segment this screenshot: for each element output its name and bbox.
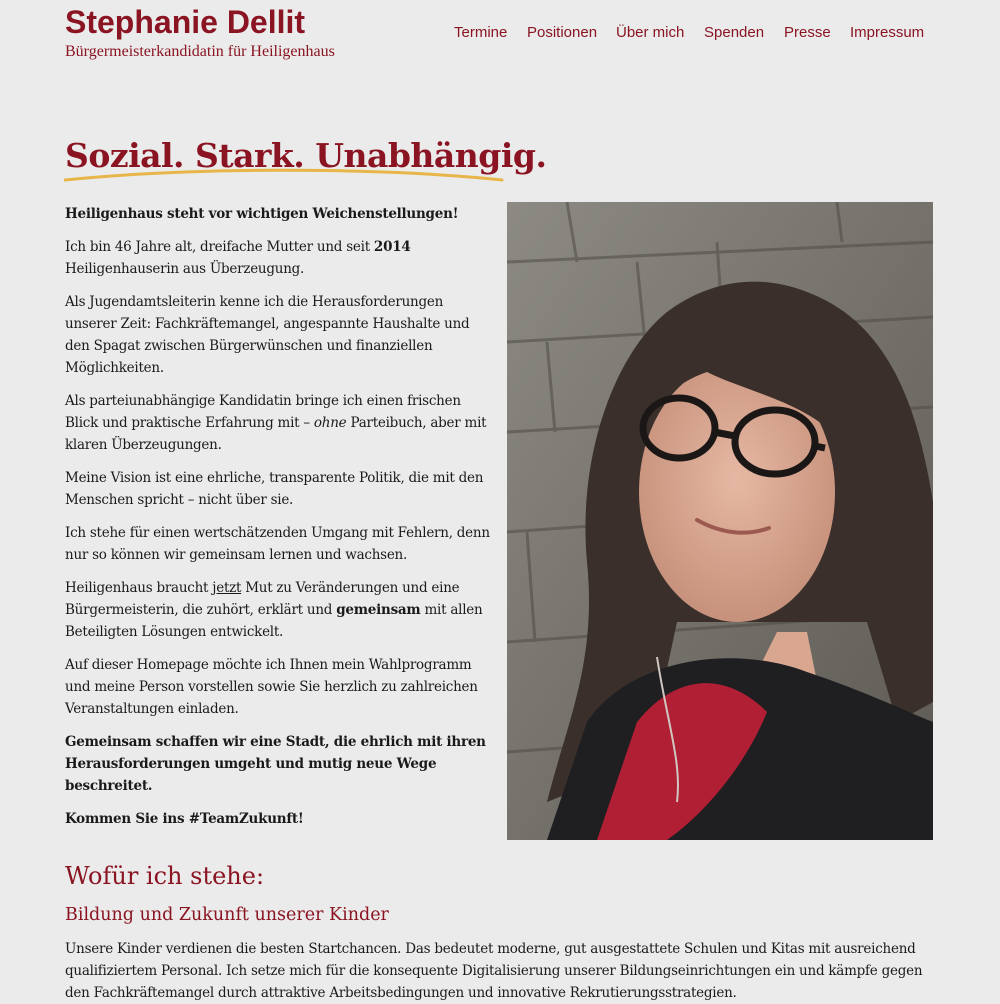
bold-word: gemeinsam bbox=[336, 602, 421, 618]
text-run: Heiligenhauserin aus Überzeugung. bbox=[65, 261, 305, 277]
nav-link-spenden[interactable]: Spenden bbox=[704, 24, 765, 41]
portrait-illustration bbox=[507, 202, 933, 840]
intro-highlight: Gemeinsam schaffen wir eine Stadt, die ehrlich mit ihren Herausforderungen umgeht und mutig neue Wege beschreitet. bbox=[65, 734, 486, 794]
year-highlight: 2014 bbox=[373, 239, 411, 255]
nav-link-presse[interactable]: Presse bbox=[784, 24, 831, 41]
text-run: Heiligenhaus braucht bbox=[65, 580, 213, 596]
nav-link-impressum[interactable]: Impressum bbox=[850, 24, 925, 41]
text-run: Ich bin 46 Jahre alt, dreifache Mutter und seit bbox=[65, 239, 374, 255]
intro-call-to-action: Kommen Sie ins #TeamZukunft! bbox=[65, 811, 304, 827]
text-run: Parteibuch, aber mit klaren Überzeugungen. bbox=[65, 415, 487, 453]
intro-paragraph bbox=[65, 390, 495, 456]
text-run: mit allen Beteiligten Lösungen entwickelt. bbox=[65, 602, 483, 640]
intro-paragraph bbox=[65, 236, 495, 280]
section-heading-positions: Wofür ich stehe: bbox=[65, 862, 265, 890]
intro-lead: Heiligenhaus steht vor wichtigen Weichenstellungen! bbox=[65, 206, 459, 222]
intro-paragraph: Meine Vision ist eine ehrliche, transparente Politik, die mit den Menschen spricht – nicht über sie. bbox=[65, 470, 484, 508]
intro-paragraph bbox=[65, 577, 495, 643]
nav-link-positionen[interactable]: Positionen bbox=[527, 24, 598, 41]
heading-underline-swoosh bbox=[64, 168, 504, 184]
hero-heading: Sozial. Stark. Unabhängig. bbox=[65, 136, 547, 175]
education-text: Unsere Kinder verdienen die besten Startchancen. Das bedeutet moderne, gut ausgestattete Schulen und Kitas mit ausreichend qualifiziertem Personal. Ich setze mich für die konsequente Digitalisierung unserer Bildungseinrichtungen ein und kämpfe gegen den Fachkräftemangel durch attraktive Arbeitsbedingungen und innovative Rekrutierungsstrategien. bbox=[65, 941, 923, 1001]
emphasis: ohne bbox=[313, 415, 347, 431]
text-run: Mut zu Veränderungen und eine Bürgermeisterin, die zuhört, erklärt und bbox=[65, 580, 460, 618]
intro-paragraph: Auf dieser Homepage möchte ich Ihnen mein Wahlprogramm und meine Person vorstellen sowie Sie herzlich zu zahlreichen Veranstaltungen einladen. bbox=[65, 657, 478, 717]
underlined-word: jetzt bbox=[212, 580, 242, 596]
intro-paragraph: Als Jugendamtsleiterin kenne ich die Herausforderungen unserer Zeit: Fachkräftemangel, angespannte Haushalte und den Spagat zwischen Bürgerwünschen und finanziellen Möglichkeiten. bbox=[65, 294, 470, 376]
main-navigation bbox=[0, 24, 1000, 44]
nav-link-ueber-mich[interactable]: Über mich bbox=[616, 24, 685, 41]
subheading-education: Bildung und Zukunft unserer Kinder bbox=[65, 905, 389, 925]
candidate-portrait-photo bbox=[507, 202, 933, 840]
nav-link-termine[interactable]: Termine bbox=[454, 24, 508, 41]
site-tagline: Bürgermeisterkandidatin für Heiligenhaus bbox=[65, 43, 335, 60]
intro-paragraph: Ich stehe für einen wertschätzenden Umgang mit Fehlern, denn nur so können wir gemeinsam lernen und wachsen. bbox=[65, 525, 490, 563]
text-run: Als parteiunabhängige Kandidatin bringe ich einen frischen Blick und praktische Erfahrung mit – bbox=[65, 393, 461, 431]
intro-text bbox=[65, 203, 495, 841]
site-title[interactable]: Stephanie Dellit bbox=[65, 4, 306, 40]
